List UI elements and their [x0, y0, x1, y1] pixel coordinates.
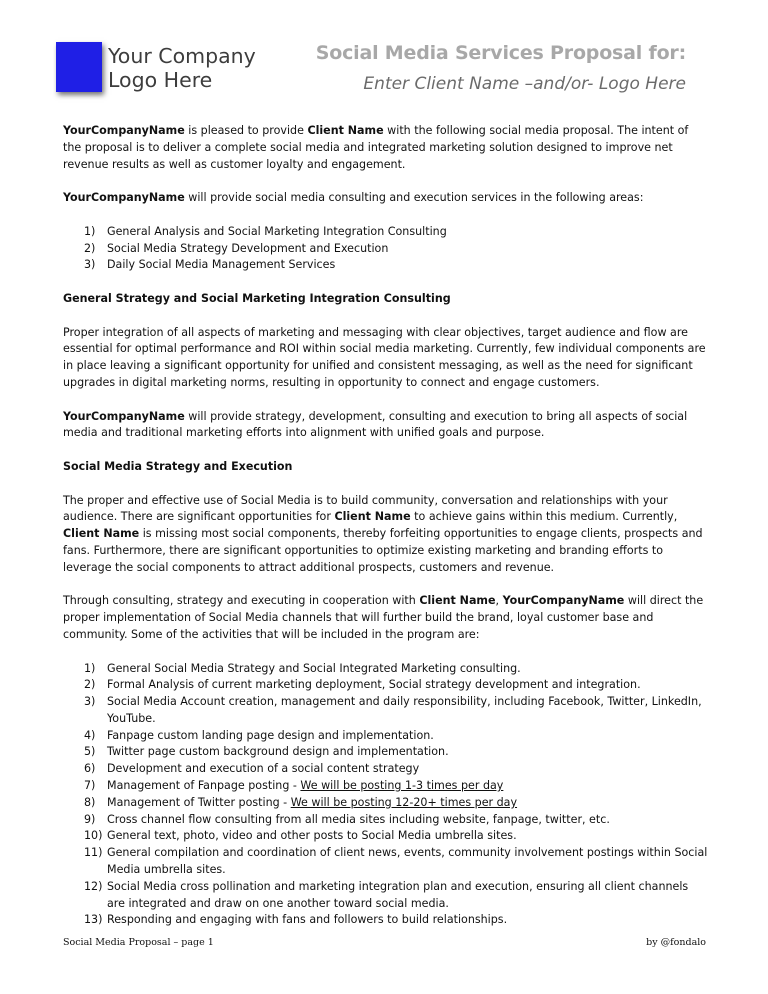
list-text: Development and execution of a social content strategy	[107, 762, 420, 776]
company-logo-text	[108, 44, 256, 92]
document-body	[63, 123, 708, 946]
list-number: 12)	[84, 879, 103, 893]
service-area-item	[63, 257, 708, 274]
logo-line-1: Your Company	[108, 44, 256, 68]
proposal-title: Social Media Services Proposal for:	[315, 42, 686, 64]
list-number: 7)	[84, 779, 96, 793]
list-number: 3)	[84, 695, 96, 709]
activity-item	[63, 677, 708, 694]
list-text: Cross channel flow consulting from all media sites including website, fanpage, twitter, etc.	[107, 812, 610, 826]
activity-item	[63, 879, 708, 913]
activities-list	[63, 661, 708, 930]
list-text: Social Media cross pollination and marketing integration plan and execution, ensuring all client channels are integrated and draw on one another toward social media.	[107, 879, 689, 910]
list-number: 6)	[84, 762, 96, 776]
client-name: Client Name	[307, 124, 384, 137]
list-text: Social Media Strategy Development and Execution	[107, 241, 389, 255]
list-number: 4)	[84, 728, 96, 742]
list-number: 2)	[84, 678, 96, 692]
list-text: General Social Media Strategy and Social Integrated Marketing consulting.	[107, 661, 521, 675]
client-name: Client Name	[419, 594, 496, 608]
activity-item	[63, 812, 708, 829]
company-name: YourCompanyName	[502, 594, 625, 608]
intro-paragraph: YourCompanyName is pleased to provide Client Name with the following social media proposal. The intent of the proposal is to deliver a complete social media and integrated marketing solution designed to improve net revenue results as well as customer loyalty and engagement.	[63, 124, 689, 171]
footer-author: by @fondalo	[646, 937, 706, 948]
list-text: General Analysis and Social Marketing Integration Consulting	[107, 224, 447, 238]
list-number: 13)	[84, 913, 103, 927]
service-area-item	[63, 224, 708, 241]
posting-frequency: We will be posting 1-3 times per day	[300, 779, 504, 793]
client-name: Client Name	[63, 527, 140, 541]
company-name: YourCompanyName	[63, 191, 185, 205]
execution-paragraph-1: The proper and effective use of Social Media is to build community, conversation and relationships with your audience. There are significant opportunities for Client Name to achieve gains within this medium. Currently, Client Name is missing most social components, thereby forfeiting opportunities to engage clients, prospects and fans. Furthermore, there are significant opportunities to optimize existing marketing and branding efforts to leverage the social components to attract additional prospects, customers and revenue.	[63, 493, 703, 574]
company-name: YourCompanyName	[63, 124, 185, 137]
proposal-subtitle: Enter Client Name –and/or- Logo Here	[363, 74, 686, 94]
execution-paragraph-2: Through consulting, strategy and executing in cooperation with Client Name, YourCompanyName will direct the proper implementation of Social Media channels that will further build the brand, loyal customer base and community. Some of the activities that will be included in the program are:	[63, 594, 704, 641]
list-text: Management of Twitter posting -	[107, 795, 291, 809]
list-text: Twitter page custom background design and implementation.	[107, 745, 449, 759]
list-number: 1)	[84, 224, 96, 238]
list-number: 11)	[84, 846, 103, 860]
activity-item	[63, 744, 708, 761]
list-text: Daily Social Media Management Services	[107, 258, 336, 272]
activity-item	[63, 778, 708, 795]
posting-frequency: We will be posting 12-20+ times per day	[290, 795, 518, 809]
strategy-paragraph-2: YourCompanyName will provide strategy, development, consulting and execution to bring all aspects of social media and traditional marketing efforts into alignment with unified goals and purpose.	[63, 409, 688, 440]
list-text: Social Media Account creation, management and daily responsibility, including Facebook, Twitter, LinkedIn, YouTube.	[107, 695, 702, 725]
service-area-item	[63, 241, 708, 258]
section-heading-strategy: General Strategy and Social Marketing Integration Consulting	[63, 291, 451, 305]
activity-item	[63, 761, 708, 778]
activity-item	[63, 694, 708, 728]
strategy-paragraph-1: Proper integration of all aspects of marketing and messaging with clear objectives, target audience and flow are essential for optimal performance and ROI within social media marketing. Currently, few individual components are in place leaving a significant opportunity for unified and consistent messaging, as well as the need for significant upgrades in digital marketing norms, resulting in opportunity to connect and engage customers.	[63, 325, 706, 389]
list-number: 3)	[84, 258, 96, 272]
service-areas-list	[63, 224, 708, 274]
client-name: Client Name	[334, 510, 411, 524]
activity-item	[63, 728, 708, 745]
activity-item	[63, 845, 708, 879]
activity-item	[63, 828, 708, 845]
activity-item	[63, 795, 708, 812]
list-text: General text, photo, video and other posts to Social Media umbrella sites.	[107, 829, 517, 843]
list-number: 8)	[84, 795, 96, 809]
section-heading-execution: Social Media Strategy and Execution	[63, 459, 293, 473]
list-text: Fanpage custom landing page design and implementation.	[107, 728, 434, 742]
list-text: General compilation and coordination of client news, events, community involvement postings within Social Media umbrella sites.	[107, 846, 708, 877]
activity-item	[63, 912, 708, 929]
list-text: Formal Analysis of current marketing deployment, Social strategy development and integration.	[107, 678, 641, 692]
list-text: Management of Fanpage posting -	[107, 779, 301, 793]
list-text: Responding and engaging with fans and followers to build relationships.	[107, 913, 508, 927]
company-logo-box	[56, 42, 102, 92]
list-number: 10)	[84, 829, 103, 843]
list-number: 2)	[84, 241, 96, 255]
list-number: 9)	[84, 812, 96, 826]
areas-intro-paragraph: YourCompanyName will provide social media consulting and execution services in the following areas:	[63, 191, 644, 205]
company-name: YourCompanyName	[63, 409, 185, 423]
list-number: 5)	[84, 745, 96, 759]
logo-line-2: Logo Here	[108, 68, 213, 92]
activity-item	[63, 661, 708, 678]
list-number: 1)	[84, 661, 96, 675]
footer-page-label: Social Media Proposal – page 1	[63, 937, 214, 948]
